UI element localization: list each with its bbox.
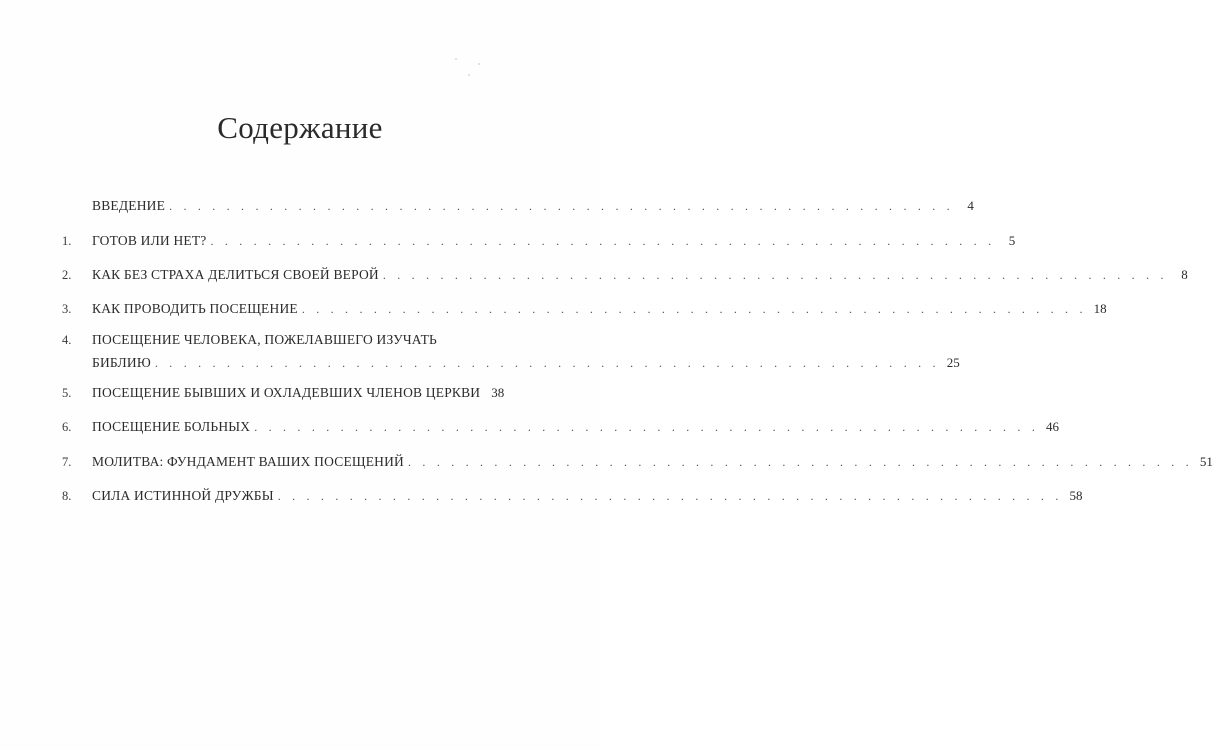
dot-leader: . . . . . . . . . . . . . . . . . . . . . . . . . . . . . . . . . . . . . . . . . . . . . . . . . . . . . . . [210, 234, 996, 248]
toc-entry-introduction[interactable] [55, 197, 974, 215]
toc-entry-page: 4 [967, 198, 974, 213]
toc-entry-chapter-2[interactable] [55, 266, 1188, 284]
toc-entry-page: 46 [1046, 419, 1060, 434]
toc-entry-title-continuation: БИБЛИЮ [92, 355, 151, 370]
dot-leader: . . . . . . . . . . . . . . . . . . . . . . . . . . . . . . . . . . . . . . . . . . . . . . . . . . . . . . . [169, 199, 954, 213]
toc-entry-page: 8 [1181, 267, 1188, 282]
toc-entry-number: 1. [62, 234, 72, 248]
toc-entry-number: 6. [62, 420, 72, 434]
toc-entry-number: 8. [62, 489, 72, 503]
toc-entry-chapter-3[interactable] [55, 300, 1107, 318]
toc-entry-chapter-6[interactable] [55, 418, 1060, 436]
toc-entry-chapter-7[interactable] [55, 453, 1213, 471]
dot-leader: . . . . . . . . . . . . . . . . . . . . . . . . . . . . . . . . . . . . . . . . . . . . . . . . . . . . . . . [382, 268, 1168, 282]
toc-entry-number: 2. [62, 268, 72, 282]
toc-entry-page: 25 [946, 355, 960, 370]
dot-leader: . . . . . . . . . . . . . . . . . . . . . . . . . . . . . . . . . . . . . . . . . . . . . . . . . . . . . . . [254, 420, 1040, 434]
scan-speck [478, 63, 480, 65]
toc-entry-number: 5. [62, 386, 72, 400]
toc-entry-chapter-8[interactable] [55, 487, 1083, 505]
toc-entry-chapter-5[interactable] [55, 384, 505, 402]
toc-entry-page: 18 [1093, 301, 1107, 316]
scan-speck [468, 74, 470, 76]
toc-entry-number [55, 197, 92, 215]
dot-leader: . . . . . . . . . . . . . . . . . . . . . . . . . . . . . . . . . . . . . . . . . . . . . . . . . . . . . . . [154, 356, 940, 370]
page-title: Содержание [217, 110, 383, 145]
toc-entry-title: МОЛИТВА: ФУНДАМЕНТ ВАШИХ ПОСЕЩЕНИЙ [92, 454, 405, 469]
toc-entry-number: 7. [62, 455, 72, 469]
toc-entry-number: 4. [62, 333, 72, 347]
dot-leader: . . . . . . . . . . . . . . . . . . . . . . . . . . . . . . . . . . . . . . . . . . . . . . . . . . . . . . . [277, 489, 1063, 503]
toc-entry-title: КАК БЕЗ СТРАХА ДЕЛИТЬСЯ СВОЕЙ ВЕРОЙ [92, 267, 379, 282]
dot-leader: . . . . . . . . . . . . . . . . . . . . . . . . . . . . . . . . . . . . . . . . . . . . . . . . . . . . . . . [301, 302, 1087, 316]
toc-entry-number: 3. [62, 302, 72, 316]
toc-entry-title: ВВЕДЕНИЕ [92, 198, 166, 213]
toc-entry-title: ПОСЕЩЕНИЕ БОЛЬНЫХ [92, 419, 251, 434]
toc-entry-page: 51 [1199, 454, 1213, 469]
toc-entry-page: 5 [1008, 233, 1016, 248]
toc-entry-title: КАК ПРОВОДИТЬ ПОСЕЩЕНИЕ [92, 301, 298, 316]
toc-entry-title: ПОСЕЩЕНИЕ БЫВШИХ И ОХЛАДЕВШИХ ЧЛЕНОВ ЦЕРКВИ [92, 385, 481, 400]
toc-entry-title: ГОТОВ ИЛИ НЕТ? [92, 233, 207, 248]
toc-entry-page: 38 [491, 385, 505, 400]
toc-entry-chapter-1[interactable] [55, 232, 1016, 250]
toc-entry-title: СИЛА ИСТИННОЙ ДРУЖБЫ [92, 488, 274, 503]
scan-speck [455, 58, 457, 60]
toc-entry-chapter-4[interactable] [55, 331, 960, 372]
toc-entry-page: 58 [1069, 488, 1083, 503]
dot-leader: . . . . . . . . . . . . . . . . . . . . . . . . . . . . . . . . . . . . . . . . . . . . . . . . . . . . . . . [408, 455, 1193, 469]
toc-entry-title: ПОСЕЩЕНИЕ ЧЕЛОВЕКА, ПОЖЕЛАВШЕГО ИЗУЧАТЬ [92, 332, 437, 347]
